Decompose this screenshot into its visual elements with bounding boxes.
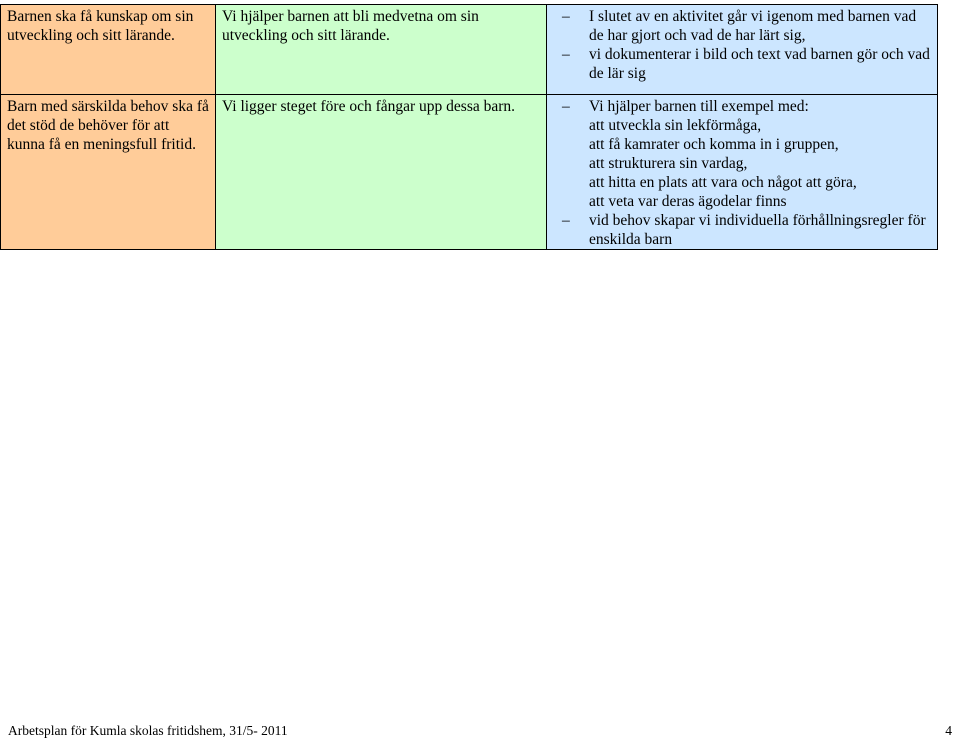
dash-bullet: – (562, 212, 570, 229)
followup-line: att utveckla sin lekförmåga, (589, 117, 762, 134)
followup-item (553, 7, 931, 45)
followup-text: I slutet av en aktivitet går vi igenom med barnen vad de har gjort och vad de har lärt sig, (589, 8, 917, 44)
followup-item (553, 45, 931, 83)
method-text: Vi hjälper barnen att bli medvetna om sin utveckling och sitt lärande. (222, 8, 479, 44)
followup-text: vid behov skapar vi individuella förhållningsregler för enskilda barn (589, 212, 926, 248)
followup-cell (547, 95, 938, 250)
followup-text: Vi hjälper barnen till exempel med: (589, 98, 809, 115)
followup-line: att veta var deras ägodelar finns (589, 193, 787, 210)
followup-text: vi dokumenterar i bild och text vad barnen gör och vad de lär sig (589, 46, 930, 82)
goal-cell (1, 5, 216, 95)
goal-cell (1, 95, 216, 250)
page-footer (8, 723, 952, 739)
goal-text: Barnen ska få kunskap om sin utveckling och sitt lärande. (7, 8, 194, 44)
footer-text: Arbetsplan för Kumla skolas fritidshem, 31/5- 2011 (8, 723, 288, 738)
page-number: 4 (945, 723, 952, 738)
plan-table (0, 4, 938, 250)
method-text: Vi ligger steget före och fångar upp dessa barn. (222, 98, 516, 115)
followup-item (553, 211, 931, 249)
followup-line: att hitta en plats att vara och något att göra, (589, 174, 857, 191)
table-row (1, 5, 938, 95)
followup-line: att strukturera sin vardag, (589, 155, 748, 172)
method-cell (216, 5, 547, 95)
followup-cell (547, 5, 938, 95)
dash-bullet: – (562, 8, 570, 25)
followup-line: att få kamrater och komma in i gruppen, (589, 136, 839, 153)
table-row (1, 95, 938, 250)
method-cell (216, 95, 547, 250)
followup-item (553, 97, 931, 116)
dash-bullet: – (562, 46, 570, 63)
goal-text: Barn med särskilda behov ska få det stöd de behöver för att kunna få en meningsfull fritid. (7, 98, 209, 153)
dash-bullet: – (562, 98, 570, 115)
